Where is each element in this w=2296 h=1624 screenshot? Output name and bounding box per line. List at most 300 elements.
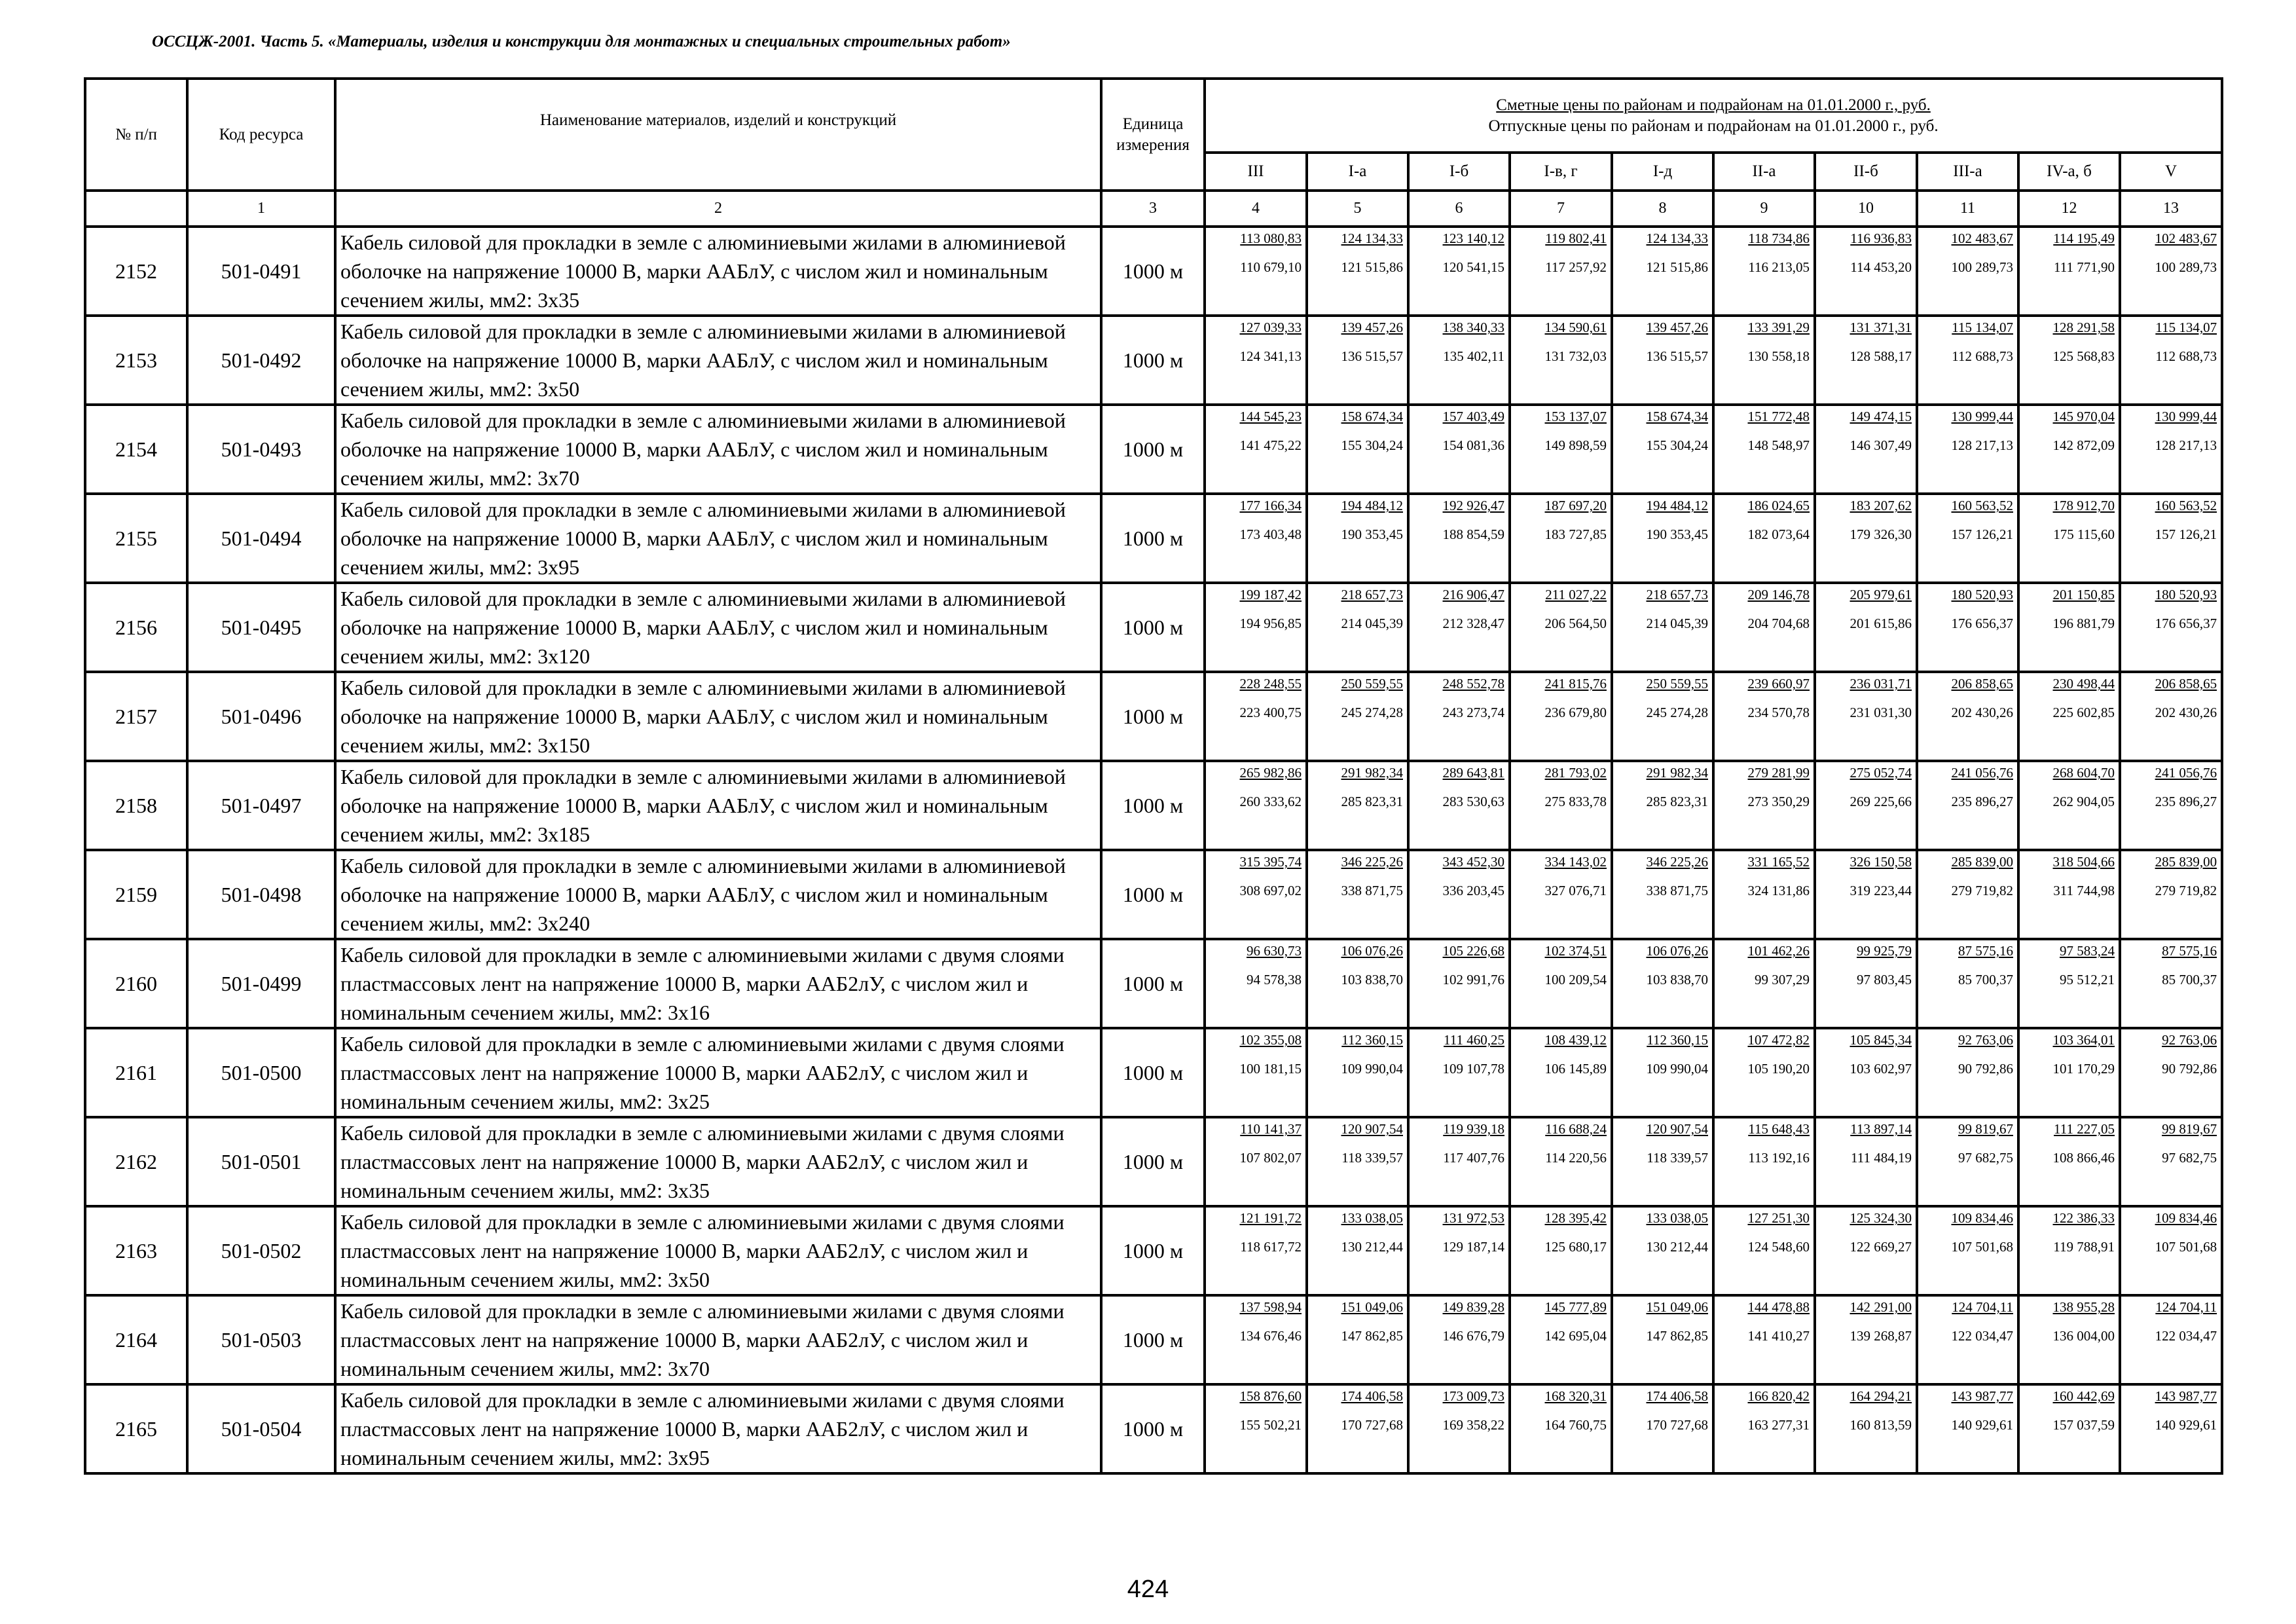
col-header-prices-line1: Сметные цены по районам и подрайонам на 01.01.2000 г., руб. [1496, 96, 1931, 115]
col-header-n: № п/п [85, 79, 187, 191]
estimated-price: 151 772,48 [1747, 409, 1810, 424]
price-cell [1612, 1117, 1713, 1206]
estimated-price: 275 052,74 [1850, 765, 1912, 781]
table-row [85, 672, 2222, 761]
price-cell [1510, 672, 1612, 761]
price-cell [1815, 1384, 1917, 1473]
estimated-price: 187 697,20 [1544, 498, 1607, 513]
estimated-price: 346 225,26 [1646, 854, 1708, 870]
estimated-price: 144 478,88 [1747, 1299, 1810, 1315]
price-cell [1612, 1028, 1713, 1117]
release-price: 107 501,68 [1951, 1239, 2013, 1255]
estimated-price: 133 391,29 [1747, 320, 1810, 335]
estimated-price: 160 563,52 [1951, 498, 2013, 513]
row-number-cell: 2156 [85, 583, 187, 672]
release-price: 146 676,79 [1442, 1328, 1504, 1344]
release-price: 118 617,72 [1240, 1239, 1302, 1255]
price-cell [1815, 1117, 1917, 1206]
estimated-price: 228 248,55 [1239, 676, 1302, 692]
release-price: 269 225,66 [1850, 794, 1912, 809]
release-price: 194 956,85 [1239, 616, 1302, 631]
estimated-price: 265 982,86 [1239, 765, 1302, 781]
estimated-price: 178 912,70 [2052, 498, 2115, 513]
release-price: 90 792,86 [1958, 1061, 2013, 1077]
price-cell [1713, 494, 1815, 583]
estimated-price: 192 926,47 [1442, 498, 1504, 513]
release-price: 196 881,79 [2052, 616, 2115, 631]
price-cell [1713, 1384, 1815, 1473]
material-name-cell: Кабель силовой для прокладки в земле с алюминиевыми жилами с двумя слоями пластмассовых лент на напряжение 10000 В, марки ААБ2лУ, с числом жил и номинальным сечением жилы, мм2: 3х50 [335, 1206, 1101, 1295]
column-number-cell: 7 [1510, 191, 1612, 227]
estimated-price: 334 143,02 [1544, 854, 1607, 870]
estimated-price: 111 460,25 [1444, 1032, 1504, 1048]
row-number-cell: 2159 [85, 850, 187, 939]
table-row [85, 316, 2222, 405]
estimated-price: 124 134,33 [1646, 231, 1708, 246]
estimated-price: 285 839,00 [1951, 854, 2013, 870]
release-price: 235 896,27 [2155, 794, 2217, 809]
estimated-price: 128 395,42 [1544, 1210, 1607, 1226]
resource-code-cell: 501-0502 [187, 1206, 335, 1295]
price-cell [1713, 1295, 1815, 1384]
release-price: 110 679,10 [1240, 259, 1302, 275]
table-row [85, 1206, 2222, 1295]
price-cell [2018, 1028, 2120, 1117]
release-price: 176 656,37 [2155, 616, 2217, 631]
price-cell [1205, 850, 1307, 939]
release-price: 201 615,86 [1850, 616, 1912, 631]
estimated-price: 143 987,77 [2155, 1388, 2217, 1404]
estimated-price: 115 648,43 [1748, 1121, 1810, 1137]
estimated-price: 123 140,12 [1442, 231, 1504, 246]
price-cell [1510, 1117, 1612, 1206]
estimated-price: 105 845,34 [1850, 1032, 1912, 1048]
estimated-price: 113 080,83 [1240, 231, 1302, 246]
price-cell [1815, 1028, 1917, 1117]
price-cell [1612, 227, 1713, 316]
price-cell [2018, 1206, 2120, 1295]
price-cell [1815, 1295, 1917, 1384]
price-cell [2120, 583, 2222, 672]
price-cell [1205, 1206, 1307, 1295]
material-name-cell: Кабель силовой для прокладки в земле с алюминиевыми жилами в алюминиевой оболочке на напряжение 10000 В, марки ААБлУ, с числом жил и номинальным сечением жилы, мм2: 3х240 [335, 850, 1101, 939]
price-cell [1510, 583, 1612, 672]
release-price: 94 578,38 [1247, 972, 1302, 987]
region-header-cell: III [1205, 153, 1307, 191]
release-price: 202 430,26 [1951, 705, 2013, 720]
release-price: 103 602,97 [1850, 1061, 1912, 1077]
price-cell [2120, 494, 2222, 583]
release-price: 157 037,59 [2052, 1417, 2115, 1433]
estimated-price: 241 815,76 [1544, 676, 1607, 692]
release-price: 97 682,75 [2162, 1150, 2217, 1166]
estimated-price: 119 939,18 [1443, 1121, 1504, 1137]
release-price: 147 862,85 [1341, 1328, 1403, 1344]
price-cell [1815, 1206, 1917, 1295]
price-cell [1917, 672, 2018, 761]
table-row [85, 1117, 2222, 1206]
price-cell [2120, 761, 2222, 850]
release-price: 202 430,26 [2155, 705, 2217, 720]
release-price: 142 872,09 [2052, 437, 2115, 453]
estimated-price: 183 207,62 [1850, 498, 1912, 513]
price-cell [2120, 1206, 2222, 1295]
unit-cell: 1000 м [1101, 939, 1205, 1028]
price-cell [1408, 1384, 1510, 1473]
price-cell [1815, 494, 1917, 583]
region-header-cell: I-а [1307, 153, 1408, 191]
row-number-cell: 2164 [85, 1295, 187, 1384]
release-price: 130 558,18 [1747, 348, 1810, 364]
estimated-price: 124 134,33 [1341, 231, 1403, 246]
estimated-price: 120 907,54 [1646, 1121, 1708, 1137]
release-price: 130 212,44 [1646, 1239, 1708, 1255]
row-number-cell: 2165 [85, 1384, 187, 1473]
estimated-price: 87 575,16 [1958, 943, 2013, 959]
price-cell [1612, 405, 1713, 494]
table-row [85, 405, 2222, 494]
price-cell [1917, 1295, 2018, 1384]
price-cell [1307, 227, 1408, 316]
release-price: 114 220,56 [1545, 1150, 1607, 1166]
release-price: 117 257,92 [1545, 259, 1607, 275]
price-cell [1408, 1206, 1510, 1295]
estimated-price: 133 038,05 [1341, 1210, 1403, 1226]
release-price: 275 833,78 [1544, 794, 1607, 809]
region-header-cell: IV-а, б [2018, 153, 2120, 191]
release-price: 122 669,27 [1850, 1239, 1912, 1255]
estimated-price: 127 251,30 [1747, 1210, 1810, 1226]
release-price: 243 273,74 [1442, 705, 1504, 720]
estimated-price: 180 520,93 [1951, 587, 2013, 602]
table-row [85, 939, 2222, 1028]
release-price: 118 339,57 [1341, 1150, 1403, 1166]
estimated-price: 131 972,53 [1442, 1210, 1504, 1226]
row-number-cell: 2154 [85, 405, 187, 494]
price-cell [2120, 1028, 2222, 1117]
material-name-cell: Кабель силовой для прокладки в земле с алюминиевыми жилами в алюминиевой оболочке на напряжение 10000 В, марки ААБлУ, с числом жил и номинальным сечением жилы, мм2: 3х185 [335, 761, 1101, 850]
release-price: 136 004,00 [2052, 1328, 2115, 1344]
release-price: 142 695,04 [1544, 1328, 1607, 1344]
estimated-price: 173 009,73 [1442, 1388, 1504, 1404]
release-price: 179 326,30 [1850, 526, 1912, 542]
price-cell [1612, 316, 1713, 405]
release-price: 182 073,64 [1747, 526, 1810, 542]
price-cell [2120, 1384, 2222, 1473]
resource-code-cell: 501-0495 [187, 583, 335, 672]
estimated-price: 120 907,54 [1341, 1121, 1403, 1137]
estimated-price: 153 137,07 [1544, 409, 1607, 424]
material-name-cell: Кабель силовой для прокладки в земле с алюминиевыми жилами с двумя слоями пластмассовых лент на напряжение 10000 В, марки ААБ2лУ, с числом жил и номинальным сечением жилы, мм2: 3х16 [335, 939, 1101, 1028]
release-price: 114 453,20 [1850, 259, 1912, 275]
estimated-price: 250 559,55 [1341, 676, 1403, 692]
release-price: 214 045,39 [1341, 616, 1403, 631]
region-header-cell: II-а [1713, 153, 1815, 191]
release-price: 125 568,83 [2052, 348, 2115, 364]
estimated-price: 124 704,11 [1952, 1299, 2013, 1315]
price-cell [2120, 850, 2222, 939]
estimated-price: 134 590,61 [1544, 320, 1607, 335]
estimated-price: 102 374,51 [1544, 943, 1607, 959]
estimated-price: 177 166,34 [1239, 498, 1302, 513]
estimated-price: 103 364,01 [2052, 1032, 2115, 1048]
price-cell [1307, 1028, 1408, 1117]
material-name-cell: Кабель силовой для прокладки в земле с алюминиевыми жилами в алюминиевой оболочке на напряжение 10000 В, марки ААБлУ, с числом жил и номинальным сечением жилы, мм2: 3х50 [335, 316, 1101, 405]
column-number-cell: 3 [1101, 191, 1205, 227]
estimated-price: 97 583,24 [2060, 943, 2115, 959]
release-price: 176 656,37 [1951, 616, 2013, 631]
estimated-price: 236 031,71 [1850, 676, 1912, 692]
price-cell [2120, 1295, 2222, 1384]
estimated-price: 201 150,85 [2052, 587, 2115, 602]
price-cell [1612, 1295, 1713, 1384]
price-cell [1307, 583, 1408, 672]
estimated-price: 248 552,78 [1442, 676, 1504, 692]
release-price: 175 115,60 [2053, 526, 2115, 542]
material-name-cell: Кабель силовой для прокладки в земле с алюминиевыми жилами с двумя слоями пластмассовых лент на напряжение 10000 В, марки ААБ2лУ, с числом жил и номинальным сечением жилы, мм2: 3х25 [335, 1028, 1101, 1117]
price-cell [1612, 850, 1713, 939]
table-row [85, 1384, 2222, 1473]
material-name-cell: Кабель силовой для прокладки в земле с алюминиевыми жилами с двумя слоями пластмассовых лент на напряжение 10000 В, марки ААБ2лУ, с числом жил и номинальным сечением жилы, мм2: 3х35 [335, 1117, 1101, 1206]
estimated-price: 168 320,31 [1544, 1388, 1607, 1404]
price-cell [1917, 1117, 2018, 1206]
release-price: 188 854,59 [1442, 526, 1504, 542]
estimated-price: 343 452,30 [1442, 854, 1504, 870]
price-cell [1307, 405, 1408, 494]
region-header-cell: III-а [1917, 153, 2018, 191]
price-cell [1510, 939, 1612, 1028]
price-cell [1510, 316, 1612, 405]
row-number-cell: 2158 [85, 761, 187, 850]
release-price: 163 277,31 [1747, 1417, 1810, 1433]
price-cell [2018, 227, 2120, 316]
estimated-price: 121 191,72 [1239, 1210, 1302, 1226]
material-name-cell: Кабель силовой для прокладки в земле с алюминиевыми жилами с двумя слоями пластмассовых лент на напряжение 10000 В, марки ААБ2лУ, с числом жил и номинальным сечением жилы, мм2: 3х70 [335, 1295, 1101, 1384]
unit-cell: 1000 м [1101, 1206, 1205, 1295]
release-price: 109 990,04 [1341, 1061, 1403, 1077]
release-price: 128 217,13 [2155, 437, 2217, 453]
release-price: 147 862,85 [1646, 1328, 1708, 1344]
release-price: 285 823,31 [1646, 794, 1708, 809]
price-cell [2018, 316, 2120, 405]
release-price: 100 209,54 [1544, 972, 1607, 987]
price-cell [1815, 850, 1917, 939]
resource-code-cell: 501-0497 [187, 761, 335, 850]
release-price: 97 682,75 [1958, 1150, 2013, 1166]
unit-cell: 1000 м [1101, 227, 1205, 316]
region-header-cell: II-б [1815, 153, 1917, 191]
price-cell [1408, 227, 1510, 316]
release-price: 139 268,87 [1850, 1328, 1912, 1344]
release-price: 118 339,57 [1647, 1150, 1708, 1166]
table-row [85, 1295, 2222, 1384]
estimated-price: 199 187,42 [1239, 587, 1302, 602]
price-cell [1917, 227, 2018, 316]
price-table-body [85, 79, 2222, 1473]
price-cell [1408, 1295, 1510, 1384]
estimated-price: 149 474,15 [1850, 409, 1912, 424]
release-price: 100 289,73 [1951, 259, 2013, 275]
release-price: 119 788,91 [2053, 1239, 2115, 1255]
release-price: 140 929,61 [1951, 1417, 2013, 1433]
price-cell [2018, 494, 2120, 583]
estimated-price: 230 498,44 [2052, 676, 2115, 692]
price-cell [1612, 939, 1713, 1028]
price-cell [1917, 761, 2018, 850]
price-cell [1815, 939, 1917, 1028]
price-cell [1205, 227, 1307, 316]
release-price: 105 190,20 [1747, 1061, 1810, 1077]
price-cell [1713, 672, 1815, 761]
row-number-cell: 2160 [85, 939, 187, 1028]
price-cell [2120, 405, 2222, 494]
release-price: 128 588,17 [1850, 348, 1912, 364]
release-price: 283 530,63 [1442, 794, 1504, 809]
estimated-price: 125 324,30 [1850, 1210, 1912, 1226]
col-header-name: Наименование материалов, изделий и конструкций [335, 79, 1101, 191]
price-cell [1408, 939, 1510, 1028]
release-price: 204 704,68 [1747, 616, 1810, 631]
estimated-price: 112 360,15 [1647, 1032, 1708, 1048]
estimated-price: 109 834,46 [2155, 1210, 2217, 1226]
col-header-prices-line2: Отпускные цены по районам и подрайонам на 01.01.2000 г., руб. [1488, 117, 1939, 135]
price-cell [1612, 583, 1713, 672]
resource-code-cell: 501-0492 [187, 316, 335, 405]
release-price: 141 475,22 [1239, 437, 1302, 453]
release-price: 140 929,61 [2155, 1417, 2217, 1433]
estimated-price: 218 657,73 [1341, 587, 1403, 602]
price-cell [2120, 939, 2222, 1028]
release-price: 90 792,86 [2162, 1061, 2217, 1077]
release-price: 327 076,71 [1544, 883, 1607, 898]
release-price: 85 700,37 [1958, 972, 2013, 987]
estimated-price: 130 999,44 [1951, 409, 2013, 424]
table-row [85, 494, 2222, 583]
release-price: 308 697,02 [1239, 883, 1302, 898]
estimated-price: 160 442,69 [2052, 1388, 2115, 1404]
estimated-price: 102 483,67 [2155, 231, 2217, 246]
price-cell [1713, 1117, 1815, 1206]
resource-code-cell: 501-0496 [187, 672, 335, 761]
release-price: 122 034,47 [2155, 1328, 2217, 1344]
price-cell [1917, 494, 2018, 583]
estimated-price: 107 472,82 [1747, 1032, 1810, 1048]
release-price: 183 727,85 [1544, 526, 1607, 542]
estimated-price: 139 457,26 [1341, 320, 1403, 335]
table-row [85, 1028, 2222, 1117]
estimated-price: 115 134,07 [1952, 320, 2013, 335]
price-cell [1510, 227, 1612, 316]
estimated-price: 331 165,52 [1747, 854, 1810, 870]
estimated-price: 164 294,21 [1850, 1388, 1912, 1404]
release-price: 128 217,13 [1951, 437, 2013, 453]
material-name-cell: Кабель силовой для прокладки в земле с алюминиевыми жилами в алюминиевой оболочке на напряжение 10000 В, марки ААБлУ, с числом жил и номинальным сечением жилы, мм2: 3х70 [335, 405, 1101, 494]
release-price: 231 031,30 [1850, 705, 1912, 720]
release-price: 190 353,45 [1341, 526, 1403, 542]
release-price: 116 213,05 [1748, 259, 1810, 275]
release-price: 121 515,86 [1341, 259, 1403, 275]
estimated-price: 268 604,70 [2052, 765, 2115, 781]
row-number-cell: 2153 [85, 316, 187, 405]
release-price: 117 407,76 [1443, 1150, 1504, 1166]
release-price: 236 679,80 [1544, 705, 1607, 720]
release-price: 120 541,15 [1442, 259, 1504, 275]
region-header-cell: V [2120, 153, 2222, 191]
estimated-price: 241 056,76 [1951, 765, 2013, 781]
estimated-price: 151 049,06 [1646, 1299, 1708, 1315]
price-cell [1205, 939, 1307, 1028]
estimated-price: 99 819,67 [1958, 1121, 2013, 1137]
release-price: 157 126,21 [1951, 526, 2013, 542]
unit-cell: 1000 м [1101, 1117, 1205, 1206]
release-price: 169 358,22 [1442, 1417, 1504, 1433]
estimated-price: 158 674,34 [1646, 409, 1708, 424]
estimated-price: 158 876,60 [1239, 1388, 1302, 1404]
estimated-price: 92 763,06 [1958, 1032, 2013, 1048]
price-cell [1307, 672, 1408, 761]
price-cell [2018, 583, 2120, 672]
release-price: 157 126,21 [2155, 526, 2217, 542]
estimated-price: 289 643,81 [1442, 765, 1504, 781]
estimated-price: 241 056,76 [2155, 765, 2217, 781]
estimated-price: 131 371,31 [1850, 320, 1912, 335]
release-price: 113 192,16 [1748, 1150, 1810, 1166]
estimated-price: 174 406,58 [1341, 1388, 1403, 1404]
estimated-price: 205 979,61 [1850, 587, 1912, 602]
row-number-cell: 2155 [85, 494, 187, 583]
price-cell [1713, 227, 1815, 316]
price-cell [1510, 1028, 1612, 1117]
estimated-price: 108 439,12 [1544, 1032, 1607, 1048]
estimated-price: 315 395,74 [1239, 854, 1302, 870]
release-price: 100 289,73 [2155, 259, 2217, 275]
release-price: 85 700,37 [2162, 972, 2217, 987]
material-name-cell: Кабель силовой для прокладки в земле с алюминиевыми жилами в алюминиевой оболочке на напряжение 10000 В, марки ААБлУ, с числом жил и номинальным сечением жилы, мм2: 3х150 [335, 672, 1101, 761]
material-name-cell: Кабель силовой для прокладки в земле с алюминиевыми жилами в алюминиевой оболочке на напряжение 10000 В, марки ААБлУ, с числом жил и номинальным сечением жилы, мм2: 3х95 [335, 494, 1101, 583]
estimated-price: 206 858,65 [1951, 676, 2013, 692]
column-number-cell: 5 [1307, 191, 1408, 227]
table-row [85, 850, 2222, 939]
column-number-row [85, 191, 2222, 227]
estimated-price: 142 291,00 [1850, 1299, 1912, 1315]
price-cell [1408, 761, 1510, 850]
row-number-cell: 2152 [85, 227, 187, 316]
price-cell [1408, 1028, 1510, 1117]
unit-cell: 1000 м [1101, 583, 1205, 672]
estimated-price: 151 049,06 [1341, 1299, 1403, 1315]
row-number-cell: 2162 [85, 1117, 187, 1206]
estimated-price: 106 076,26 [1341, 943, 1403, 959]
price-cell [1815, 316, 1917, 405]
release-price: 95 512,21 [2060, 972, 2115, 987]
estimated-price: 105 226,68 [1442, 943, 1504, 959]
estimated-price: 116 936,83 [1850, 231, 1912, 246]
material-name-cell: Кабель силовой для прокладки в земле с алюминиевыми жилами с двумя слоями пластмассовых лент на напряжение 10000 В, марки ААБ2лУ, с числом жил и номинальным сечением жилы, мм2: 3х95 [335, 1384, 1101, 1473]
price-cell [1408, 850, 1510, 939]
resource-code-cell: 501-0500 [187, 1028, 335, 1117]
estimated-price: 346 225,26 [1341, 854, 1403, 870]
estimated-price: 99 819,67 [2162, 1121, 2217, 1137]
estimated-price: 138 340,33 [1442, 320, 1504, 335]
col-header-prices [1205, 79, 2222, 153]
price-cell [2120, 227, 2222, 316]
release-price: 109 990,04 [1646, 1061, 1708, 1077]
estimated-price: 92 763,06 [2162, 1032, 2217, 1048]
unit-cell: 1000 м [1101, 761, 1205, 850]
release-price: 148 548,97 [1747, 437, 1810, 453]
resource-code-cell: 501-0498 [187, 850, 335, 939]
price-cell [1205, 583, 1307, 672]
